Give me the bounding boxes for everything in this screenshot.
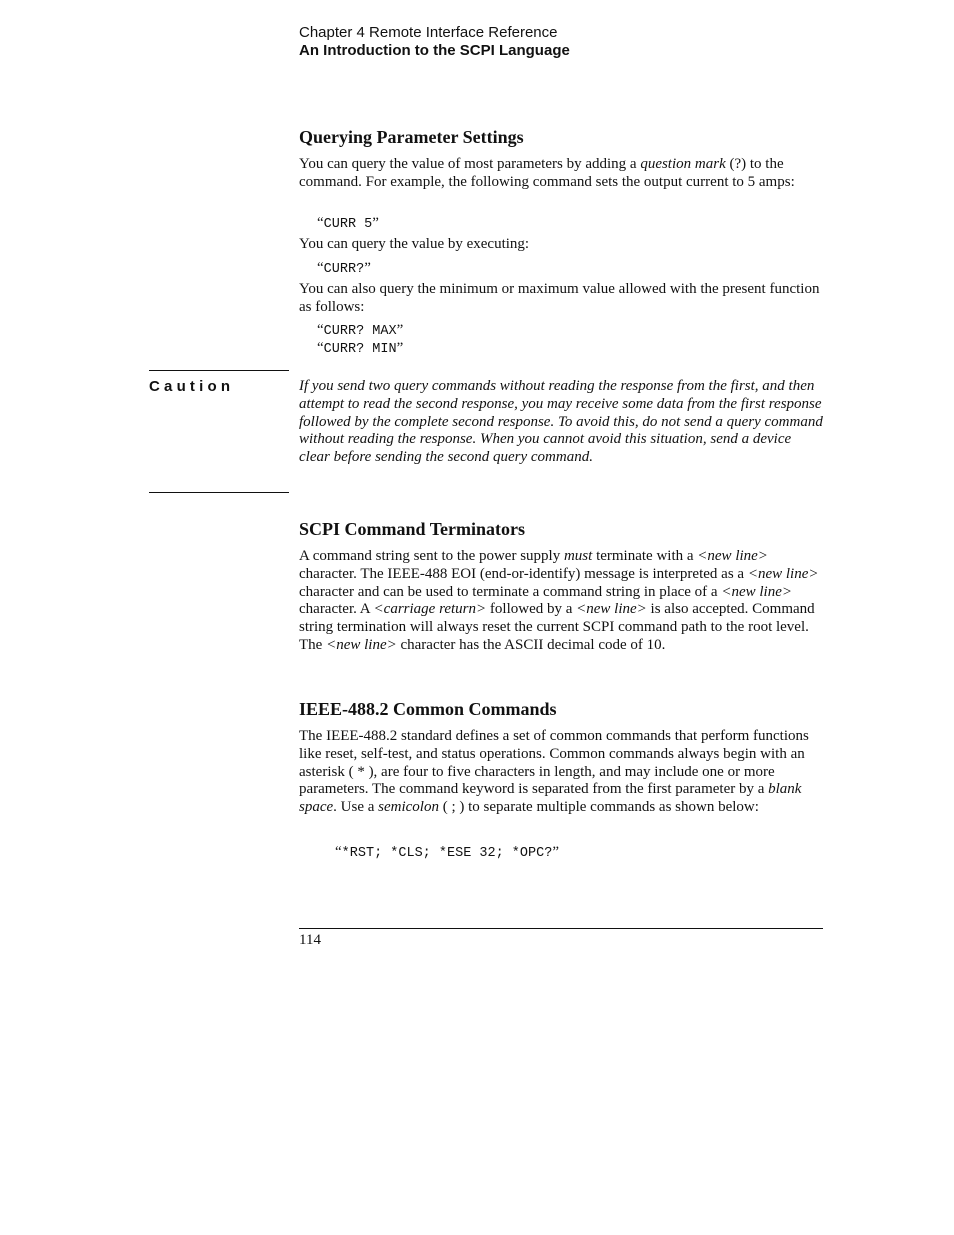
caution-label: Caution — [149, 378, 235, 395]
code-example-curr-query: “CURR?” — [317, 260, 371, 277]
code-example-common-commands: “*RST; *CLS; *ESE 32; *OPC?” — [335, 844, 559, 861]
terminators-paragraph: A command string sent to the power supply must terminate with a <new line> character. The IEEE-488 EOI (end-or-identify) message is interpreted as a <new line> character and can be used to terminate a command string in place of a <new line> character. A <carriage return> followed by a <new line> is also accepted. Command string termination will always reset the current SCPI command path to the root level. The <new line> character has the ASCII decimal code of 10. — [299, 548, 819, 653]
common-commands-heading: IEEE-488.2 Common Commands — [299, 699, 557, 719]
running-header-section: An Introduction to the SCPI Language — [299, 42, 570, 59]
caution-top-rule — [149, 370, 289, 371]
querying-paragraph-3: You can also query the minimum or maximum value allowed with the present function as follows: — [299, 281, 820, 315]
code-example-curr-max: “CURR? MAX” — [317, 322, 404, 339]
footer-rule — [299, 928, 823, 929]
caution-bottom-rule — [149, 492, 289, 493]
question-mark-term: question mark — [640, 156, 726, 172]
code-example-curr-5: “CURR 5” — [317, 215, 379, 232]
page-number: 114 — [299, 932, 321, 948]
querying-paragraph-1: You can query the value of most parameters by adding a question mark (?) to the command. For example, the following command sets the output current to 5 amps: — [299, 156, 795, 190]
caution-text: If you send two query commands without reading the response from the first, and then attempt to read the second response, you may receive some data from the first response followed by the complete second response. To avoid this, do not send a query command without reading the response. When you cannot avoid this situation, send a device clear before sending the second query command. — [299, 378, 823, 466]
querying-heading: Querying Parameter Settings — [299, 127, 524, 147]
terminators-heading: SCPI Command Terminators — [299, 519, 526, 539]
code-example-curr-min: “CURR? MIN” — [317, 340, 404, 357]
running-header-chapter: Chapter 4 Remote Interface Reference — [299, 24, 558, 41]
common-commands-paragraph: The IEEE-488.2 standard defines a set of common commands that perform functions like reset, self-test, and status operations. Common commands always begin with an asterisk ( * ), are four to five characters in length, and may include one or more parameters. The command keyword is separated from the first parameter by a blank space. Use a semicolon ( ; ) to separate multiple commands as shown below: — [299, 728, 809, 816]
querying-paragraph-2: You can query the value by executing: — [299, 236, 530, 252]
